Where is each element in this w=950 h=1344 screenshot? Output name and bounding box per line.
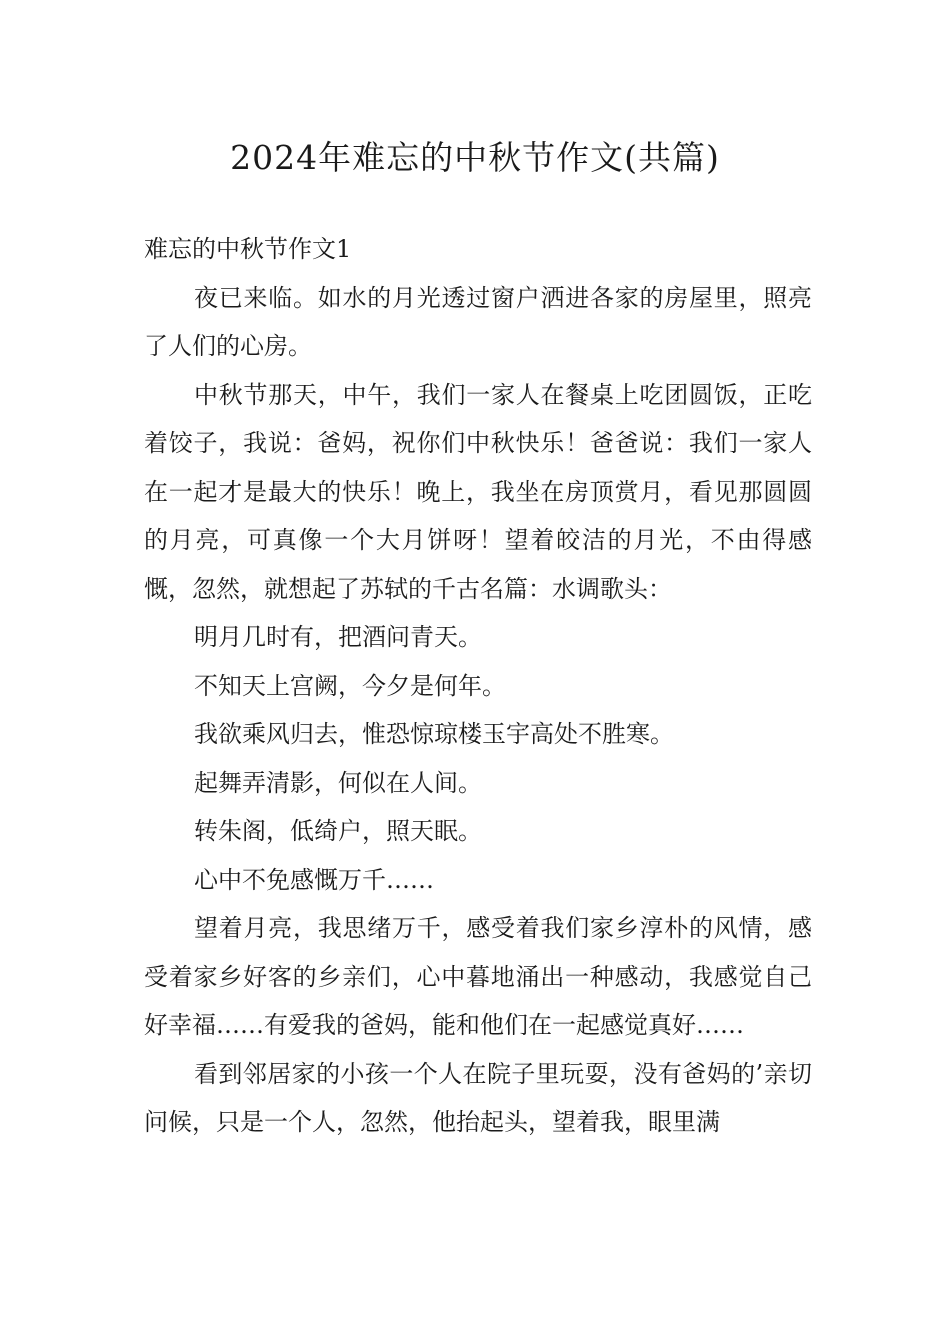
poem-line: 我欲乘风归去，惟恐惊琼楼玉宇高处不胜寒。	[194, 720, 674, 748]
document-title: 2024年难忘的中秋节作文(共篇)	[230, 138, 720, 177]
paragraph: 中秋节那天，中午，我们一家人在餐桌上吃团圆饭，正吃着饺子，我说：爸妈，祝你们中秋快乐！爸爸说：我们一家人在一起才是最大的快乐！晚上，我坐在房顶赏月，看见那圆圆的月亮，可真像一个大月饼呀！望着皎洁的月光，不由得感慨，忽然，就想起了苏轼的千古名篇：水调歌头：	[144, 380, 812, 603]
poem-line: 明月几时有，把酒问青天。	[194, 623, 482, 651]
document-body	[144, 225, 812, 1147]
poem-line: 起舞弄清影，何似在人间。	[194, 768, 482, 797]
paragraph: 心中不免感慨万千……	[194, 865, 434, 894]
paragraph: 夜已来临。如水的月光透过窗户洒进各家的房屋里，照亮了人们的心房。	[144, 283, 812, 360]
poem-line: 转朱阁，低绮户，照天眠。	[194, 817, 482, 845]
paragraph: 看到邻居家的小孩一个人在院子里玩耍，没有爸妈的’亲切问候，只是一个人，忽然，他抬起头，望着我，眼里满	[144, 1059, 812, 1136]
paragraph: 望着月亮，我思绪万千，感受着我们家乡淳朴的风情，感受着家乡好客的乡亲们，心中暮地涌出一种感动，我感觉自己好幸福……有爱我的爸妈，能和他们在一起感觉真好……	[144, 914, 812, 1039]
poem-line: 不知天上宫阙，今夕是何年。	[194, 671, 506, 700]
section-heading: 难忘的中秋节作文1	[144, 235, 352, 263]
